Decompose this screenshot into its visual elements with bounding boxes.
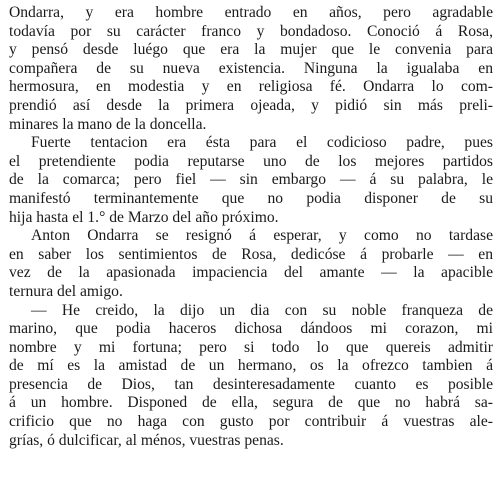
text-line: Anton Ondarra se resignó á esperar, y como no tardase [31,227,493,245]
document-page [9,4,493,450]
text-line: y pensó desde luégo que era la mujer que le convenia para [9,41,493,59]
text-line: todavía por su carácter franco y bondadoso. Conoció á Rosa, [9,22,493,40]
text-line: — He creido, la dijo un dia con su noble franqueza de [31,301,493,319]
text-line: Ondarra, y era hombre entrado en años, pero agradable [9,4,493,21]
text-line: Fuerte tentacion era ésta para el codicioso padre, pues [31,134,493,152]
paragraph-3 [9,227,493,301]
text-line: hija hasta el 1.° de Marzo del año próximo. [9,208,279,226]
text-line: minares la mano de la doncella. [9,115,207,133]
text-line: presencia de Dios, tan desinteresadamente cuanto es posible [9,375,493,393]
text-line: hermosura, en modestia y en religiosa fé. Ondarra lo com- [9,78,493,96]
text-line: en saber los sentimientos de Rosa, dedicóse á probarle — en [9,245,493,263]
text-line: nombre y mi fortuna; pero si todo lo que quereis admitir [9,338,493,356]
text-line: grías, ó dulcificar, al ménos, vuestras penas. [9,431,284,449]
paragraph-1 [9,4,493,134]
text-line: vez de la apasionada impaciencia del amante — la apacible [9,264,493,282]
text-line: de la comarca; pero fiel — sin embargo — á su palabra, le [9,171,493,189]
paragraph-4 [9,302,493,451]
text-line: de mí es la amistad de un hermano, os la ofrezco tambien á [9,357,493,375]
text-line: prendió así desde la primera ojeada, y pidió sin más preli- [9,96,493,114]
text-line: manifestó terminantemente que no podia disponer de su [9,189,493,207]
paragraph-2 [9,134,493,227]
text-line: el pretendiente podia reputarse uno de los mejores partidos [9,152,493,170]
text-line: marino, que podia haceros dichosa dándoos mi corazon, mi [9,320,493,338]
text-line: ternura del amigo. [9,282,123,300]
text-line: á un hombre. Disponed de ella, segura de que no habrá sa- [9,394,493,412]
text-line: compañera de su nueva existencia. Ninguna la igualaba en [9,59,493,77]
text-line: crificio que no haga con gusto por contribuir á vuestras ale- [9,413,493,431]
